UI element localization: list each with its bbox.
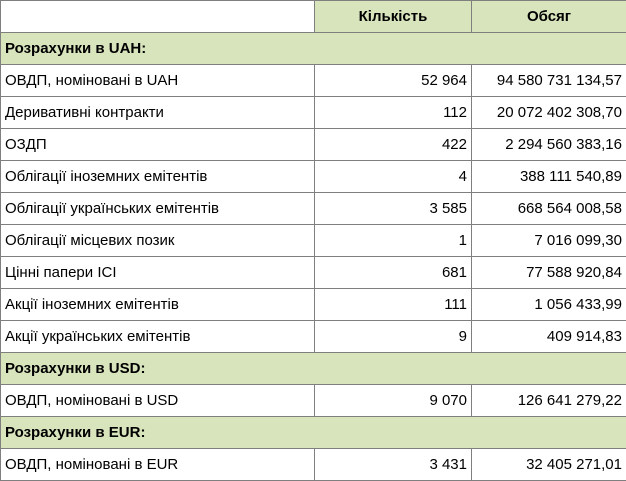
row-name: Акції іноземних емітентів: [1, 289, 315, 321]
row-name: Деривативні контракти: [1, 97, 315, 129]
row-volume: 388 111 540,89: [472, 161, 626, 193]
row-volume: 77 588 920,84: [472, 257, 626, 289]
row-volume: 668 564 008,58: [472, 193, 626, 225]
row-volume: 2 294 560 383,16: [472, 129, 626, 161]
section-row-usd: [1, 353, 626, 385]
row-name: Облігації українських емітентів: [1, 193, 315, 225]
row-count: 52 964: [315, 65, 472, 97]
table-row: [1, 321, 626, 353]
row-count: 422: [315, 129, 472, 161]
table-row: [1, 449, 626, 481]
row-volume: 409 914,83: [472, 321, 626, 353]
table-row: [1, 257, 626, 289]
row-volume: 94 580 731 134,57: [472, 65, 626, 97]
row-count: 4: [315, 161, 472, 193]
table-row: [1, 289, 626, 321]
header-name-cell: [1, 1, 315, 33]
row-name: ОВДП, номіновані в EUR: [1, 449, 315, 481]
row-count: 112: [315, 97, 472, 129]
row-count: 3 585: [315, 193, 472, 225]
row-name: Цінні папери ІСІ: [1, 257, 315, 289]
row-count: 3 431: [315, 449, 472, 481]
row-name: Облігації місцевих позик: [1, 225, 315, 257]
row-volume: 32 405 271,01: [472, 449, 626, 481]
row-volume: 7 016 099,30: [472, 225, 626, 257]
row-count: 9: [315, 321, 472, 353]
row-name: Облігації іноземних емітентів: [1, 161, 315, 193]
table-row: [1, 129, 626, 161]
row-name: ОВДП, номіновані в UAH: [1, 65, 315, 97]
header-volume-cell: Обсяг: [472, 1, 626, 33]
section-title: Розрахунки в EUR:: [1, 417, 626, 449]
table-row: [1, 385, 626, 417]
row-volume: 20 072 402 308,70: [472, 97, 626, 129]
row-count: 681: [315, 257, 472, 289]
table-row: [1, 225, 626, 257]
section-row-uah: [1, 33, 626, 65]
row-volume: 1 056 433,99: [472, 289, 626, 321]
section-row-eur: [1, 417, 626, 449]
row-name: ОВДП, номіновані в USD: [1, 385, 315, 417]
row-volume: 126 641 279,22: [472, 385, 626, 417]
row-count: 111: [315, 289, 472, 321]
table-row: [1, 97, 626, 129]
row-name: ОЗДП: [1, 129, 315, 161]
row-name: Акції українських емітентів: [1, 321, 315, 353]
table-row: [1, 65, 626, 97]
table-row: [1, 161, 626, 193]
row-count: 1: [315, 225, 472, 257]
row-count: 9 070: [315, 385, 472, 417]
table-header-row: [1, 1, 626, 33]
table-row: [1, 193, 626, 225]
section-title: Розрахунки в UAH:: [1, 33, 626, 65]
header-count-cell: Кількість: [315, 1, 472, 33]
section-title: Розрахунки в USD:: [1, 353, 626, 385]
